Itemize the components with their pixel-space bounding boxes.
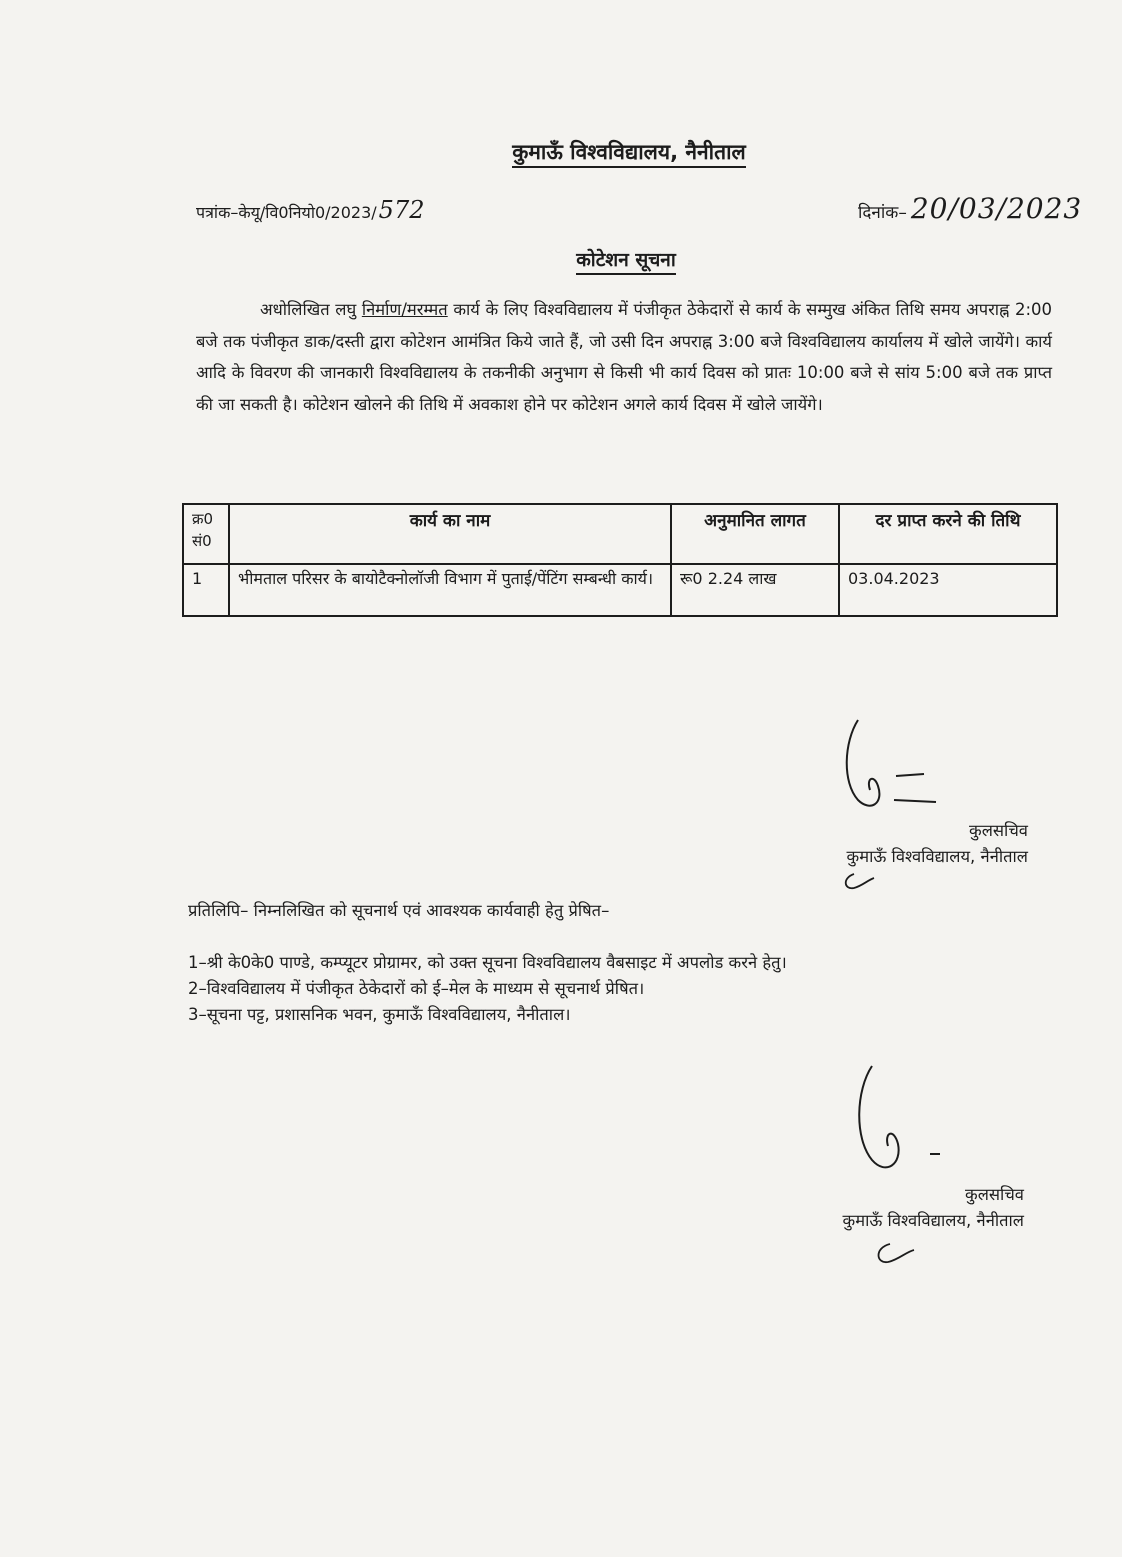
list-item: 2–विश्वविद्यालय में पंजीकृत ठेकेदारों को ई–मेल के माध्यम से सूचनार्थ प्रेषित।	[188, 979, 645, 998]
para-part1: अधोलिखित लघु	[260, 300, 362, 319]
signature-1-designation: कुलसचिव	[969, 821, 1028, 840]
signature-1-office: कुमाऊँ विश्वविद्यालय, नैनीताल	[846, 847, 1028, 866]
header-cost: अनुमानित लागत	[671, 504, 839, 564]
date-label: दिनांक–	[858, 203, 907, 223]
para-part2: कार्य के लिए विश्वविद्यालय में पंजीकृत ठेकेदारों से कार्य के सम्मुख अंकित तिथि समय अपराह्न 2:00 बजे तक पंजीकृत डाक/दस्ती द्वारा कोटेशन आमंत्रित किये जाते हैं, जो उसी दिन अपराह्न 3:00 बजे विश्वविद्यालय कार्यालय में खोले जायेंगे। कार्य आदि के विवरण की जानकारी विश्वविद्यालय के तकनीकी अनुभाग से किसी भी कार्य दिवस को प्रातः 10:00 बजे से सांय 5:00 बजे तक प्राप्त की जा सकती है। कोटेशन खोलने की तिथि में अवकाश होने पर कोटेशन अगले कार्य दिवस में खोले जायेंगे।	[196, 300, 1053, 414]
signature-2-graphic	[846, 1060, 956, 1190]
table-header-row	[183, 504, 1057, 564]
row-date: 03.04.2023	[839, 564, 1057, 616]
copy-to-label: प्रतिलिपि– निम्नलिखित को सूचनार्थ एवं आवश्यक कार्यवाही हेतु प्रेषित–	[188, 901, 610, 920]
row-cost: रू0 2.24 लाख	[671, 564, 839, 616]
initials-1-graphic	[838, 870, 878, 894]
university-title-text: कुमाऊँ विश्वविद्यालय, नैनीताल	[512, 140, 746, 168]
row-work: भीमताल परिसर के बायोटैक्नोलॉजी विभाग में पुताई/पेंटिंग सम्बन्धी कार्य।	[229, 564, 671, 616]
header-serial-line2: सं0	[192, 532, 212, 550]
row-serial: 1	[183, 564, 229, 616]
header-serial-line1: क्र0	[192, 510, 214, 528]
university-title	[0, 138, 1122, 166]
header-serial	[183, 504, 229, 564]
list-item: 1–श्री के0के0 पाण्डे, कम्प्यूटर प्रोग्रामर, को उक्त सूचना विश्वविद्यालय वैबसाइट में अपलोड करने हेतु।	[188, 953, 787, 972]
notice-date	[858, 192, 1082, 225]
notice-paragraph	[196, 294, 1052, 420]
header-date: दर प्राप्त करने की तिथि	[839, 504, 1057, 564]
reference-handwritten-number: 572	[378, 196, 425, 224]
para-underlined: निर्माण/मरम्मत	[361, 300, 448, 319]
initials-2-graphic	[870, 1240, 918, 1268]
reference-label: पत्रांक–केयू/वि0नियो0/2023/	[196, 203, 377, 222]
notice-heading-text: कोटेशन सूचना	[576, 249, 676, 275]
works-table	[182, 503, 1058, 617]
reference-number	[196, 196, 424, 224]
signature-2	[740, 1182, 1024, 1234]
signature-1-graphic	[836, 712, 956, 822]
table-row	[183, 564, 1057, 616]
list-item: 3–सूचना पट्ट, प्रशासनिक भवन, कुमाऊँ विश्वविद्यालय, नैनीताल।	[188, 1005, 571, 1024]
date-handwritten: 20/03/2023	[910, 192, 1083, 225]
header-work-name: कार्य का नाम	[229, 504, 671, 564]
notice-heading	[0, 246, 1122, 272]
signature-1	[740, 818, 1028, 870]
signature-2-office: कुमाऊँ विश्वविद्यालय, नैनीताल	[842, 1211, 1024, 1230]
signature-2-designation: कुलसचिव	[965, 1185, 1024, 1204]
copy-to-list	[188, 950, 787, 1028]
